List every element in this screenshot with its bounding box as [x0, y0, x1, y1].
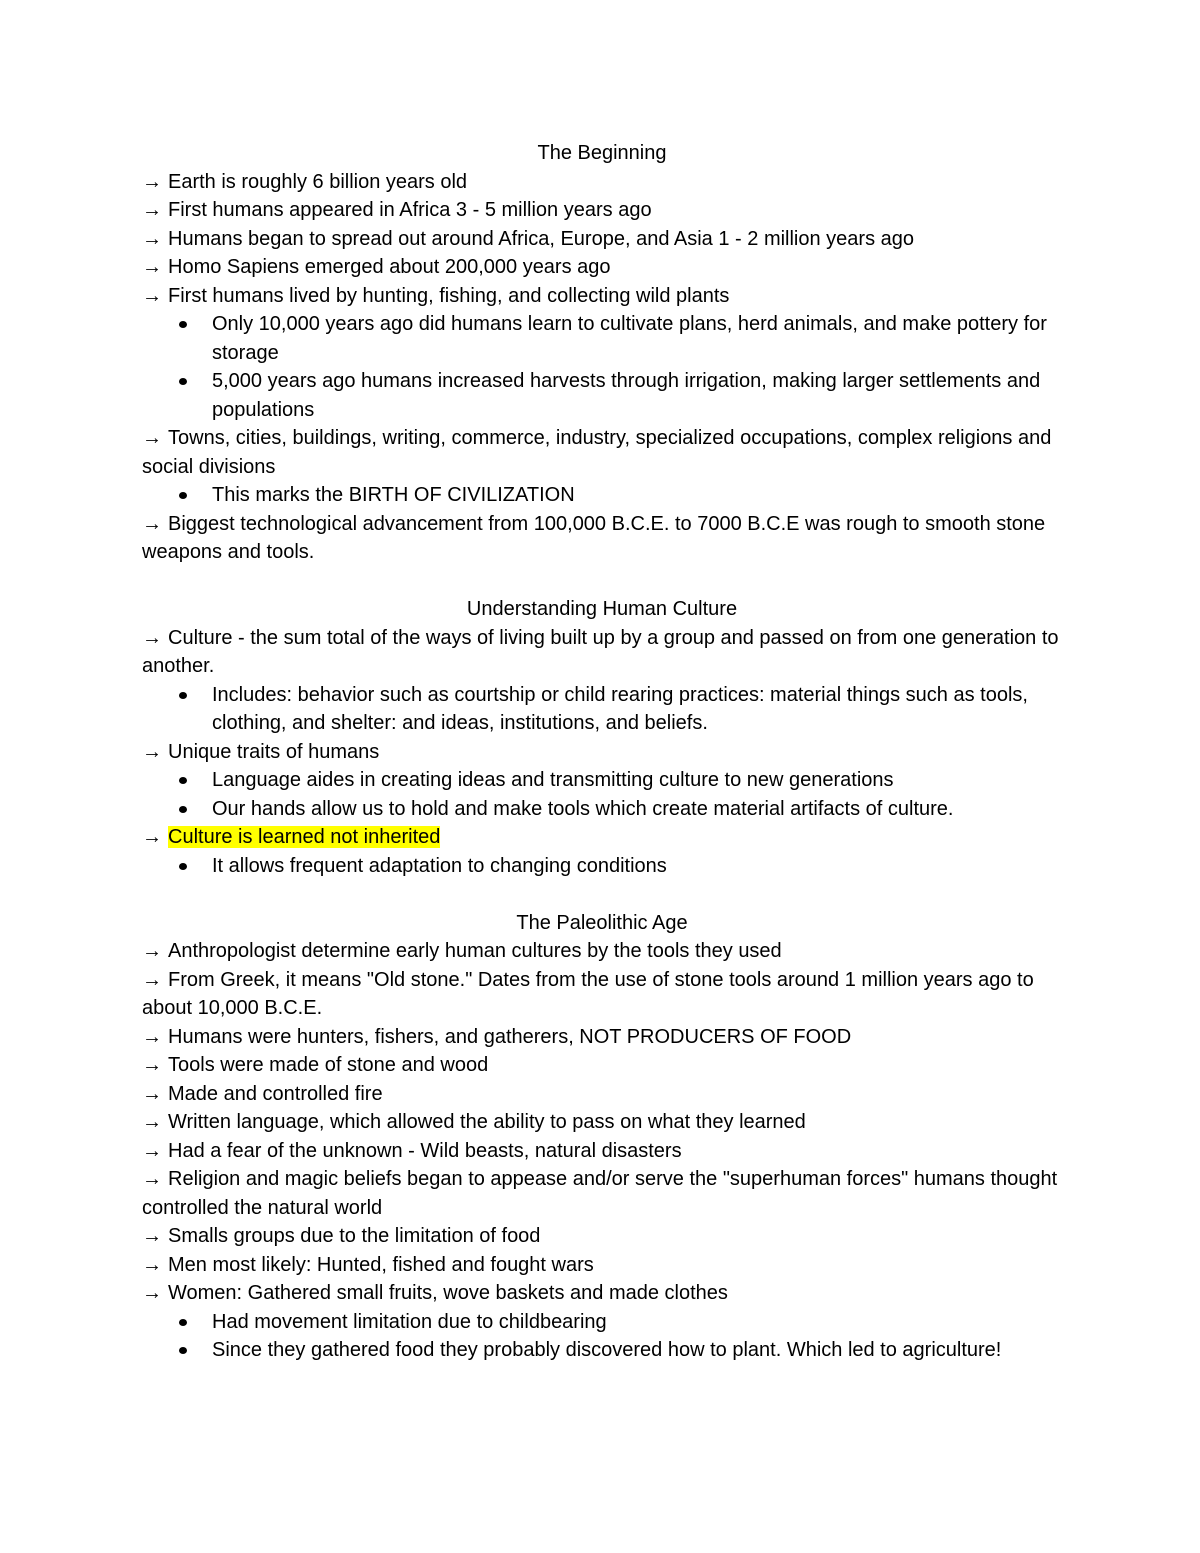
- arrow-item-text: Homo Sapiens emerged about 200,000 years ago: [168, 256, 611, 278]
- arrow-item-text: Biggest technological advancement from 100,000 B.C.E. to 7000 B.C.E was rough to smooth stone weapons and tools.: [142, 512, 1046, 563]
- arrow-item-text: Unique traits of humans: [168, 740, 380, 763]
- arrow-item-text: Religion and magic beliefs began to appease and/or serve the "superhuman forces" humans thought controlled the natural world: [142, 1168, 1058, 1219]
- arrow-item: [142, 738, 1062, 767]
- bullet-item-text: It allows frequent adaptation to changing conditions: [212, 854, 667, 877]
- highlighted-text: Culture is learned not inherited: [168, 826, 441, 848]
- arrow-item: [142, 1137, 1062, 1166]
- arrow-item-text: Anthropologist determine early human cultures by the tools they used: [168, 940, 782, 962]
- arrow-item: [142, 1279, 1062, 1308]
- arrow-item-text: From Greek, it means "Old stone." Dates from the use of stone tools around 1 million years ago to about 10,000 B.C.E.: [142, 968, 1034, 1019]
- arrow-icon: →: [142, 512, 162, 535]
- section-heading: Understanding Human Culture: [466, 598, 738, 620]
- arrow-icon: →: [142, 199, 162, 221]
- arrow-icon: →: [142, 1253, 162, 1276]
- arrow-item: [142, 282, 1062, 311]
- section-spacer: [142, 880, 1062, 909]
- arrow-icon: →: [142, 1025, 162, 1048]
- bullet-dot-icon: [179, 806, 187, 813]
- bullet-item: [212, 795, 1062, 824]
- bullet-item-text: Language aides in creating ideas and transmitting culture to new generations: [212, 769, 894, 791]
- bullet-item: [212, 1308, 1062, 1337]
- arrow-item-text: Towns, cities, buildings, writing, commerce, industry, specialized occupations, complex religions and social divisions: [142, 427, 1052, 478]
- arrow-icon: →: [142, 1054, 162, 1076]
- bullet-item-text: Only 10,000 years ago did humans learn to cultivate plans, herd animals, and make pottery for storage: [212, 313, 1047, 364]
- arrow-item-text: Had a fear of the unknown - Wild beasts, natural disasters: [168, 1139, 682, 1162]
- arrow-icon: →: [142, 427, 162, 449]
- arrow-item: [142, 168, 1062, 197]
- arrow-item: [142, 937, 1062, 966]
- arrow-item: [142, 966, 1062, 1023]
- bullet-dot-icon: [179, 492, 187, 499]
- bullet-item-text: Had movement limitation due to childbearing: [212, 1310, 607, 1333]
- arrow-icon: →: [142, 826, 162, 848]
- bullet-item-text: 5,000 years ago humans increased harvests through irrigation, making larger settlements and populations: [212, 370, 1041, 421]
- arrow-item-text: Humans were hunters, fishers, and gatherers, NOT PRODUCERS OF FOOD: [168, 1025, 852, 1048]
- arrow-icon: →: [142, 227, 162, 250]
- arrow-item-text: Women: Gathered small fruits, wove baskets and made clothes: [168, 1282, 728, 1304]
- arrow-icon: →: [142, 1139, 162, 1162]
- arrow-item: [142, 1251, 1062, 1280]
- arrow-item-text: Tools were made of stone and wood: [168, 1054, 489, 1076]
- arrow-item-text: Written language, which allowed the ability to pass on what they learned: [168, 1111, 806, 1133]
- arrow-icon: →: [142, 940, 162, 962]
- bullet-item: [212, 681, 1062, 738]
- arrow-item: [142, 1108, 1062, 1137]
- arrow-icon: →: [142, 256, 162, 278]
- arrow-item: [142, 624, 1062, 681]
- arrow-item: [142, 253, 1062, 282]
- arrow-item-text: First humans appeared in Africa 3 - 5 million years ago: [168, 199, 652, 221]
- arrow-item: [142, 823, 1062, 852]
- arrow-icon: →: [142, 170, 162, 193]
- arrow-item: [142, 196, 1062, 225]
- bullet-item: [212, 1336, 1062, 1365]
- arrow-item: [142, 510, 1062, 567]
- arrow-item: [142, 1051, 1062, 1080]
- bullet-item: [212, 852, 1062, 881]
- arrow-item-text: Humans began to spread out around Africa, Europe, and Asia 1 - 2 million years ago: [168, 227, 915, 250]
- arrow-item-text: Culture - the sum total of the ways of living built up by a group and passed on from one generation to another.: [142, 626, 1059, 677]
- bullet-item: [212, 367, 1062, 424]
- bullet-dot-icon: [179, 378, 187, 385]
- arrow-item: [142, 1023, 1062, 1052]
- arrow-item: [142, 1222, 1062, 1251]
- bullet-item: [212, 481, 1062, 510]
- section-heading: The Beginning: [537, 142, 667, 164]
- arrow-icon: →: [142, 1282, 162, 1304]
- arrow-icon: →: [142, 1168, 162, 1190]
- bullet-item-text: This marks the BIRTH OF CIVILIZATION: [212, 484, 575, 506]
- bullet-dot-icon: [179, 777, 187, 784]
- bullet-dot-icon: [179, 1347, 187, 1354]
- arrow-item: [142, 225, 1062, 254]
- arrow-item-text: Earth is roughly 6 billion years old: [168, 170, 468, 193]
- arrow-item-text: Men most likely: Hunted, fished and fought wars: [168, 1253, 594, 1276]
- arrow-icon: →: [142, 1225, 162, 1247]
- arrow-item: [142, 1080, 1062, 1109]
- arrow-item: [142, 1165, 1062, 1222]
- arrow-icon: →: [142, 740, 162, 763]
- arrow-item-text: Smalls groups due to the limitation of food: [168, 1225, 541, 1247]
- bullet-item-text: Includes: behavior such as courtship or child rearing practices: material things such as tools, clothing, and shelter: and ideas, institutions, and beliefs.: [212, 683, 1028, 734]
- section-heading: The Paleolithic Age: [516, 911, 688, 934]
- arrow-icon: →: [142, 1111, 162, 1133]
- arrow-icon: →: [142, 1082, 162, 1105]
- bullet-item-text: Our hands allow us to hold and make tools which create material artifacts of culture.: [212, 797, 954, 820]
- bullet-dot-icon: [179, 863, 187, 870]
- arrow-item-text: Made and controlled fire: [168, 1082, 383, 1105]
- bullet-item: [212, 310, 1062, 367]
- arrow-icon: →: [142, 284, 162, 307]
- section-spacer: [142, 567, 1062, 596]
- bullet-item-text: Since they gathered food they probably discovered how to plant. Which led to agriculture!: [212, 1339, 1002, 1361]
- arrow-icon: →: [142, 968, 162, 991]
- bullet-dot-icon: [179, 692, 187, 699]
- arrow-item-text: First humans lived by hunting, fishing, and collecting wild plants: [168, 284, 730, 307]
- bullet-dot-icon: [179, 321, 187, 328]
- document-page: [142, 139, 1062, 1365]
- arrow-icon: →: [142, 626, 162, 649]
- arrow-item: [142, 424, 1062, 481]
- bullet-item: [212, 766, 1062, 795]
- bullet-dot-icon: [179, 1319, 187, 1326]
